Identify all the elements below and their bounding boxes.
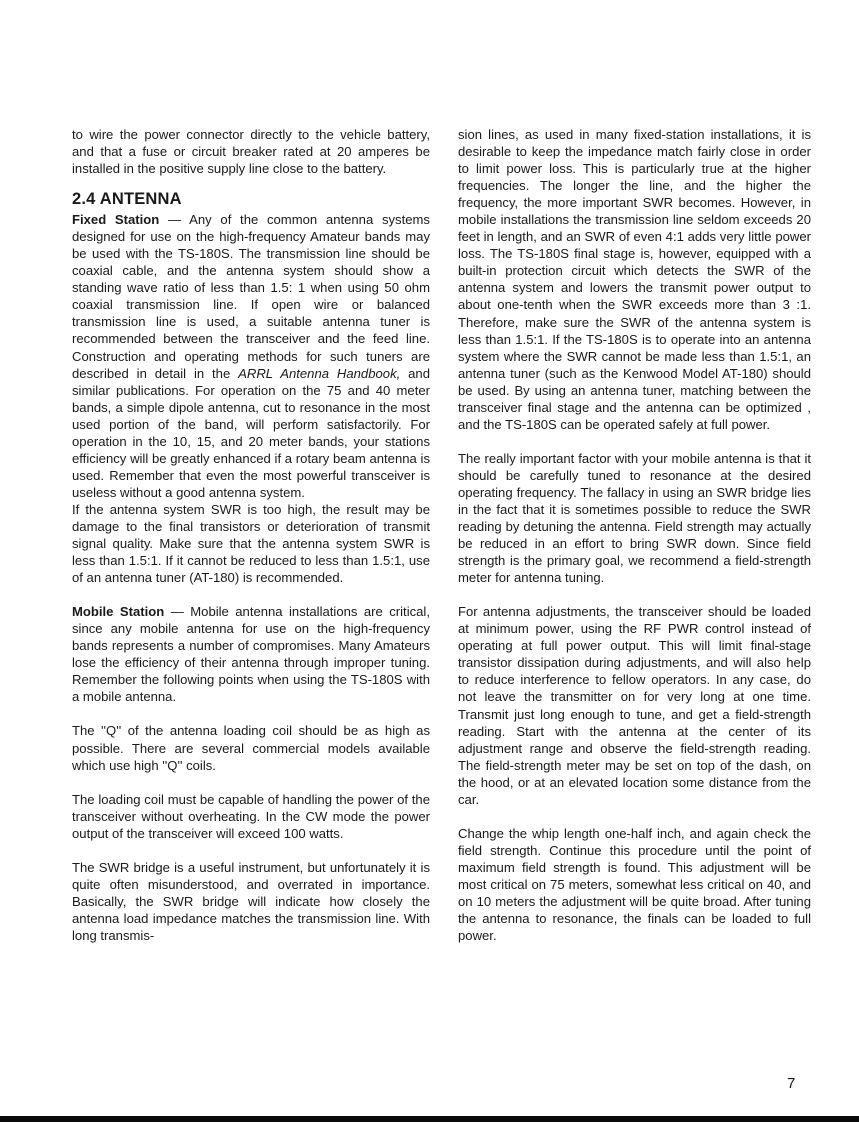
intro-paragraph: to wire the power connector directly to the vehicle battery, and that a fuse or circuit breaker rated at 20 amperes be installed in the positive supply line close to the battery. <box>72 127 430 177</box>
swr-warning-paragraph: If the antenna system SWR is too high, the result may be damage to the final transistors or deterioration of transmit signal quality. Make sure that the antenna system SWR is less than 1.5:1. If it cannot be reduced to less than 1.5:1, use of an antenna tuner (AT-180) is recommended. <box>72 501 430 586</box>
loading-coil-paragraph: The loading coil must be capable of handling the power of the transceiver without overheating. In the CW mode the power output of the transceiver will exceed 100 watts. <box>72 791 430 841</box>
adjustments-paragraph: For antenna adjustments, the transceiver should be loaded at minimum power, using the RF PWR control instead of operating at full power output. This will limit final-stage transistor dissipation during adjustments, and will also help to reduce interference to fellow operators. In any case, do not leave the transmitter on for very long at one time. Transmit just long enough to tune, and get a field-strength reading. Start with the antenna at the center of its adjustment range and observe the field-strength reading. The field-strength meter may be set on top of the dash, on the hood, or at an elevated location some distance from the car. <box>458 604 811 807</box>
resonance-paragraph: The really important factor with your mobile antenna is that it should be carefully tuned to resonance at the desired operating frequency. The fallacy in using an SWR bridge lies in the fact that it is sometimes possible to reduce the SWR reading by detuning the antenna. Field strength may actually be reduced in an effort to bring SWR down. Since field strength is the primary goal, we recommend a field-strength meter for antenna tuning. <box>458 450 811 586</box>
swr-bridge-paragraph: The SWR bridge is a useful instrument, but unfortunately it is quite often misunderstood, and overrated in importance. Basically, the SWR bridge will indicate how closely the antenna load impedance matches the transmission line. With long transmis- <box>72 859 430 943</box>
fixed-station-lead: Fixed Station <box>72 212 160 228</box>
section-heading: 2.4 ANTENNA <box>72 190 182 209</box>
arrl-handbook-reference: ARRL Antenna Handbook, <box>238 365 401 381</box>
mobile-station-text: Mobile antenna installations are critical, since any mobile antenna for use on the high-frequency bands represents a number of compromises. Many Amateurs lose the efficiency of their antenna through improper tuning. Remember the following points when using the TS-180S with a mobile antenna. <box>72 604 430 705</box>
q-coil-paragraph: The ''Q'' of the antenna loading coil should be as high as possible. There are several commercial models available which use high ''Q'' coils. <box>72 723 430 773</box>
mobile-station-paragraph <box>72 603 430 705</box>
left-column <box>72 126 430 944</box>
mobile-station-lead: Mobile Station <box>72 604 165 620</box>
fixed-station-text-b: and similar publications. For operation on the 75 and 40 meter bands, a simple dipole antenna, cut to resonance in the most used portion of the band, will perform satisfactorily. For operation in the 10, 15, and 20 meter bands, your stations efficiency will be greatly enhanced if a rotary beam antenna is used. Remember that even the most powerful transceiver is useless without a good antenna system. <box>72 365 430 500</box>
fixed-station-paragraph <box>72 211 430 501</box>
bottom-rule <box>0 1116 859 1122</box>
em-dash: — <box>164 604 191 620</box>
whip-length-paragraph: Change the whip length one-half inch, and again check the field strength. Continue this procedure until the point of maximum field strength is found. This adjustment will be most critical on 75 meters, somewhat less critical on 40, and on 10 meters the adjustment will be quite broad. After tuning the antenna to resonance, the finals can be loaded to full power. <box>458 825 811 944</box>
fixed-station-text-a: Any of the common antenna systems designed for use on the high-frequency Amateur bands may be used with the TS-180S. The transmission line should be coaxial cable, and the antenna system should show a standing wave ratio of less than 1.5: 1 when using 50 ohm coaxial transmission line. If open wire or balanced transmission line is used, a suitable antenna tuner is recommended between the transceiver and the feed line. Construction and operating methods for such tuners are described in detail in the <box>72 212 430 381</box>
continuation-paragraph: sion lines, as used in many fixed-station installations, it is desirable to keep the impedance match fairly close in order to limit power loss. This is particularly true at the higher frequencies. The longer the line, and the higher the frequency, the more important SWR becomes. However, in mobile installations the transmission line seldom exceeds 20 feet in length, and an SWR of even 4:1 adds very little power loss. The TS-180S final stage is, however, equipped with a built-in protection circuit which detects the SWR of the antenna system and lowers the transmit power output to about one-tenth when the SWR exceeds more than 3 :1. Therefore, make sure the SWR of the antenna system is less than 1.5:1. If the TS-180S is to operate into an antenna system where the SWR cannot be made less than 1.5:1, an antenna tuner (such as the Kenwood Model AT-180) should be used. By using an antenna tuner, matching between the transceiver final stage and the antenna can be optimized , and the TS-180S can be operated safely at full power. <box>458 127 811 432</box>
em-dash: — <box>159 212 190 228</box>
page-number: 7 <box>787 1075 796 1092</box>
right-column <box>458 126 811 944</box>
